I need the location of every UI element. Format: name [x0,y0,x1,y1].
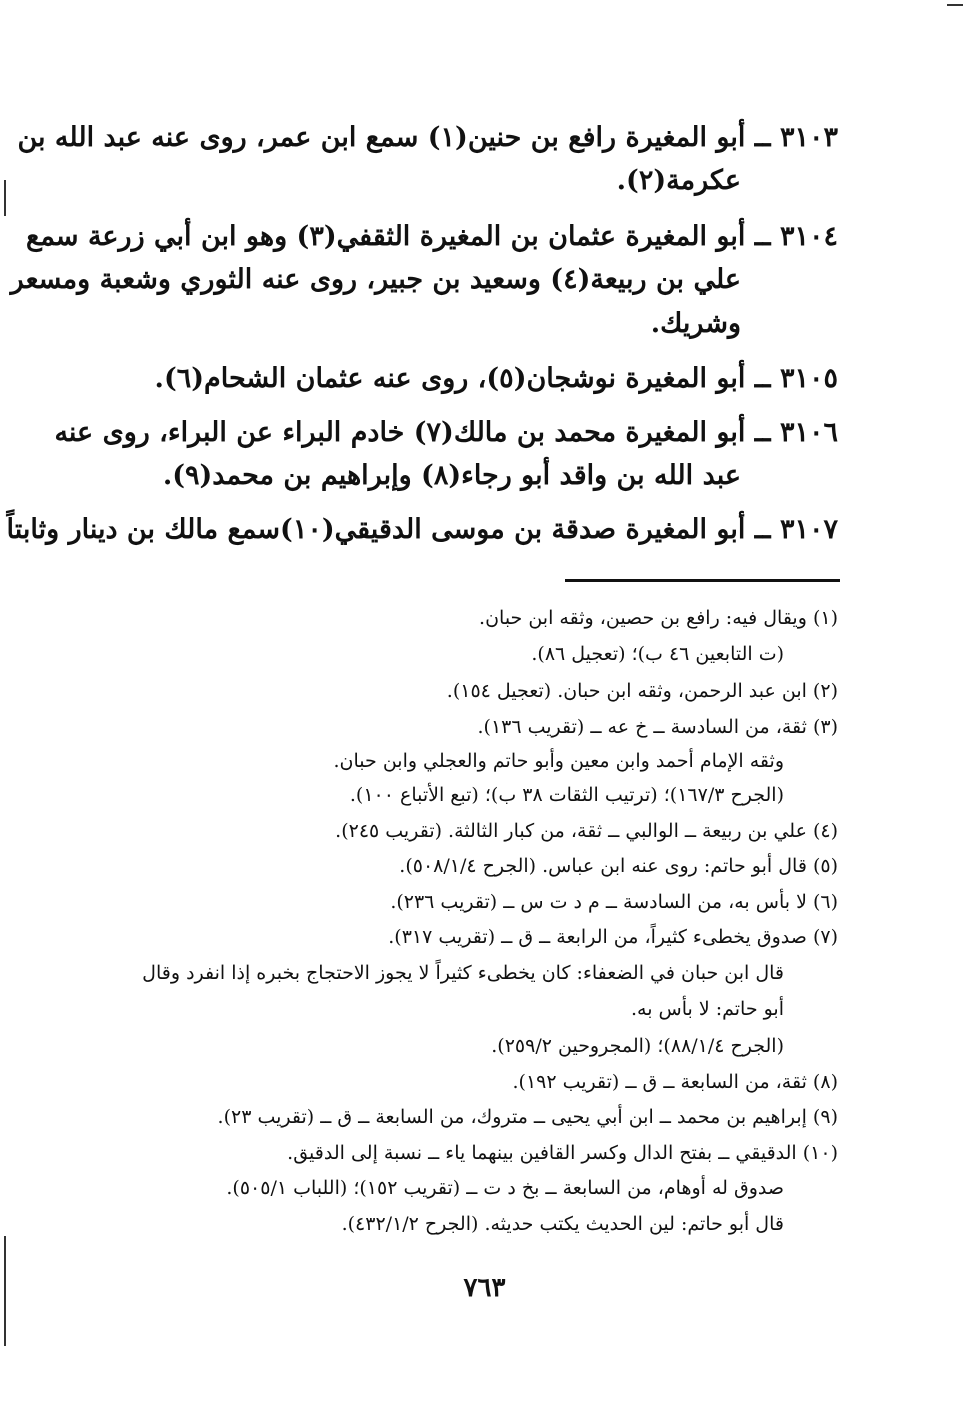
footnote-7-cont-2: أبو حاتم: لا بأس به. [630,998,784,1020]
scan-corner-mark [947,4,963,6]
footnote-9: (٩) إبراهيم بن محمد ــ ابن أبي يحيى ــ متروك، من السابعة ــ ق ــ (تقريب ٢٣). [217,1106,838,1128]
footnote-3-cont-2: (الجرح ١٦٧/٣)؛ (ترتيب الثقات ٣٨ ب)؛ (تبع الأتباع ١٠٠). [349,784,784,806]
entry-3104-line-1: ٣١٠٤ ــ أبو المغيرة عثمان بن المغيرة الثقفي(٣) وهو ابن أبي زرعة سمع [25,221,838,252]
footnote-7-cont-1: قال ابن حبان في الضعفاء: كان يخطىء كثيراً لا يجوز الاحتجاج بخبره إذا انفرد وقال [142,962,784,984]
footnote-10-cont-2: قال أبو حاتم: لين الحديث يكتب حديثه. (الجرح ٤٣٢/١/٢). [341,1213,784,1235]
footnote-10: (١٠) الدقيقي ــ بفتح الدال وكسر القافين بينهما ياء ــ نسبة إلى الدقيق. [287,1142,838,1164]
entry-3106-line-2: عبد الله بن واقد أبو رجاء(٨) وإبراهيم بن محمد(٩). [162,460,741,491]
footnote-8: (٨) ثقة، من السابعة ــ ق ــ (تقريب ١٩٢). [512,1071,838,1093]
footnote-3: (٣) ثقة، من السادسة ــ خ عه ــ (تقريب ١٣٦). [477,716,838,738]
entry-3103-line-2: عكرمة(٢). [616,165,741,196]
scan-edge-mark-top [4,180,6,216]
footnote-6: (٦) لا بأس به، من السادسة ــ م د ت س ــ (تقريب ٢٣٦). [390,891,838,913]
entry-3107-line-1: ٣١٠٧ ــ أبو المغيرة صدقة بن موسى الدقيقي(١٠)سمع مالك بن دينار وثابتاً [6,514,838,545]
entry-3104-line-3: وشريك. [650,308,741,339]
footnote-4: (٤) علي بن ربيعة ــ الوالبي ــ ثقة، من كبار الثالثة. (تقريب ٢٤٥). [335,820,838,842]
footnote-1: (١) ويقال فيه: رافع بن حصين، وثقه ابن حبان. [479,607,838,629]
entry-3106-line-1: ٣١٠٦ ــ أبو المغيرة محمد بن مالك(٧) خادم البراء عن البراء، روى عنه [54,417,838,448]
footnote-5: (٥) قال أبو حاتم: روى عنه ابن عباس. (الجرح ٥٠٨/١/٤). [399,855,838,877]
entry-3105-line-1: ٣١٠٥ ــ أبو المغيرة نوشجان(٥)، روى عنه عثمان الشحام(٦). [154,363,838,394]
footnote-3-cont-1: وثقه الإمام أحمد وابن معين وأبو حاتم والعجلي وابن حبان. [333,750,784,772]
footnote-7-cont-3: (الجرح ٨٨/١/٤)؛ (المجروحين ٢٥٩/٢). [491,1035,784,1057]
footnote-separator [565,579,840,582]
entry-3104-line-2: علي بن ربيعة(٤) وسعيد بن جبير، روى عنه الثوري وشعبة ومسعر [10,264,741,295]
footnote-7: (٧) صدوق يخطىء كثيراً، من الرابعة ــ ق ــ (تقريب ٣١٧). [388,926,838,948]
footnote-10-cont-1: صدوق له أوهام، من السابعة ــ بخ د ت ــ (تقريب ١٥٢)؛ (اللباب ٥٠٥/١). [226,1177,784,1199]
page-number: ٧٦٣ [463,1273,506,1303]
footnote-2: (٢) ابن عبد الرحمن، وثقه ابن حبان. (تعجيل ١٥٤). [446,680,838,702]
footnote-1-cont: (ت التابعين ٤٦ ب)؛ (تعجيل ٨٦). [531,643,784,665]
entry-3103-line-1: ٣١٠٣ ــ أبو المغيرة رافع بن حنين(١) سمع ابن عمر، روى عنه عبد الله بن [17,122,838,153]
